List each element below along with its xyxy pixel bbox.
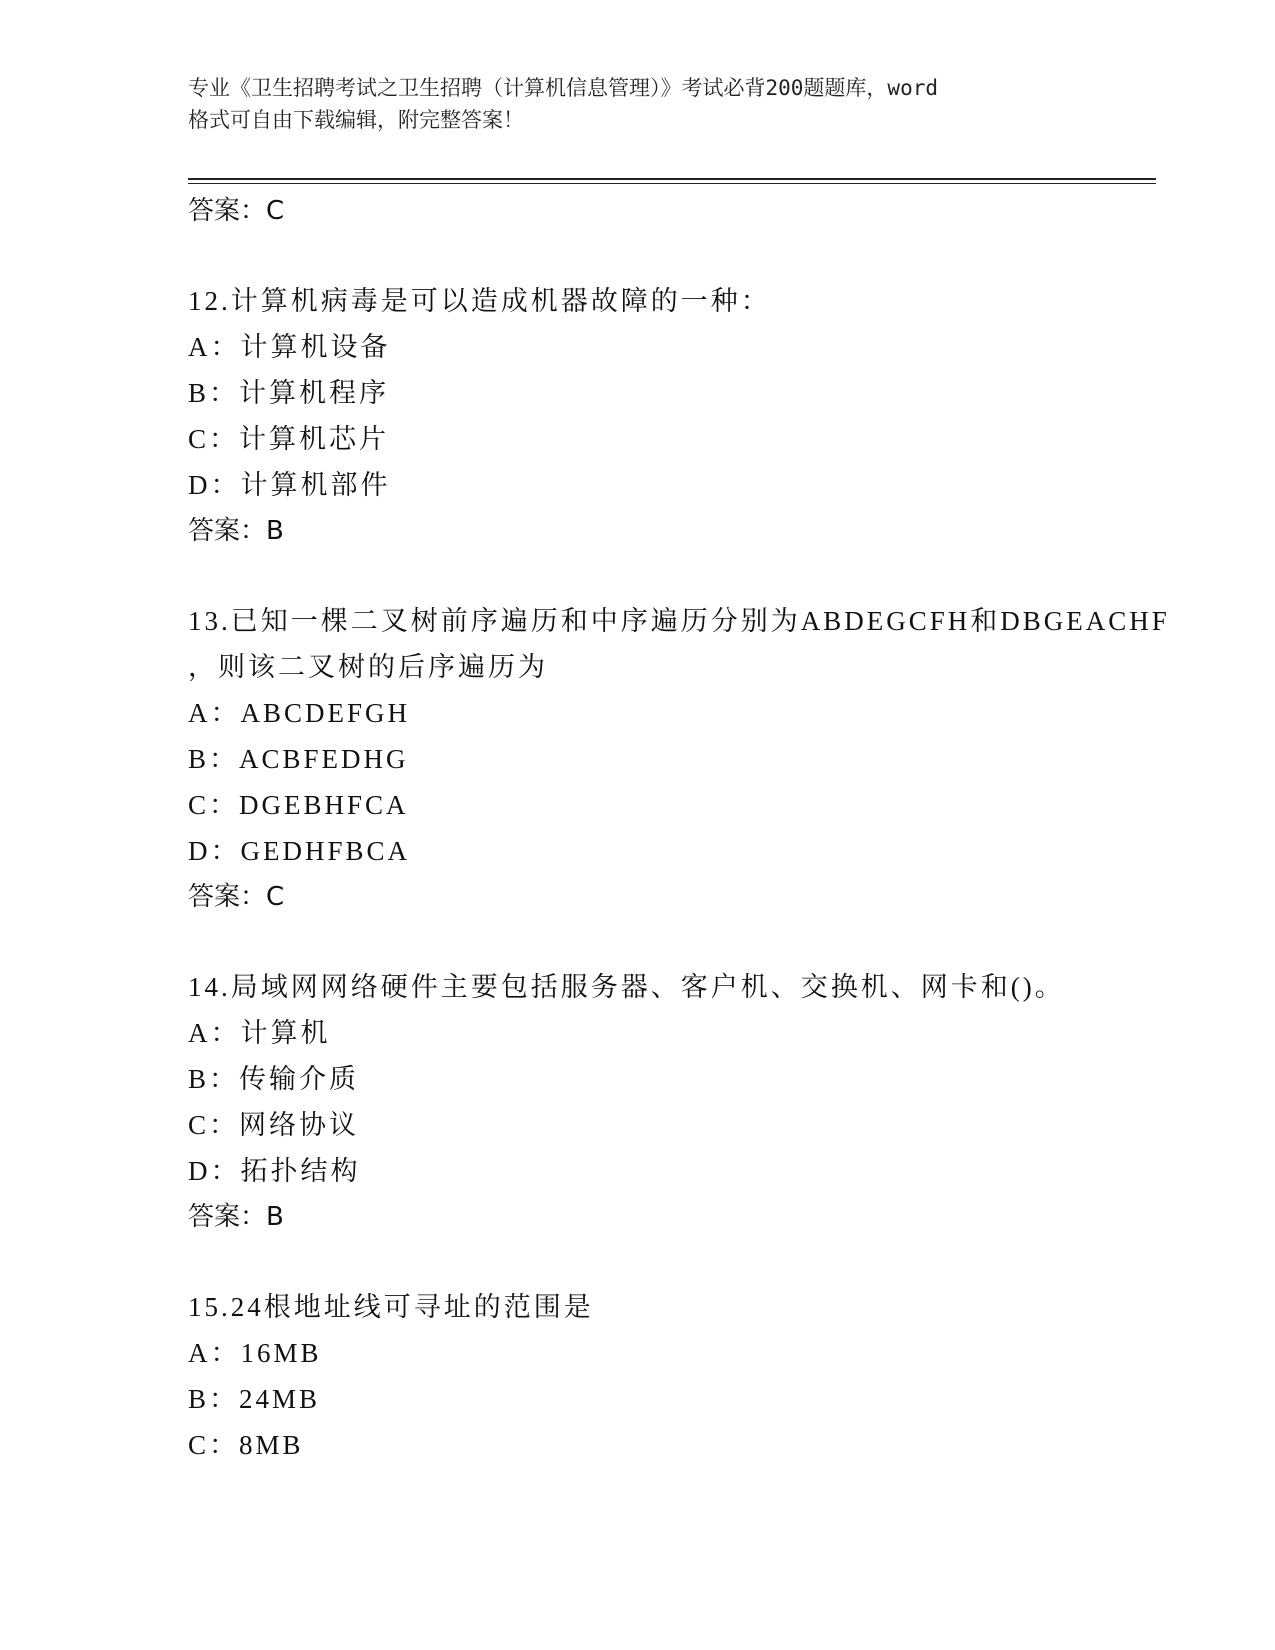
option-c: C：DGEBHFCA xyxy=(188,790,409,820)
option-c: C：计算机芯片 xyxy=(188,424,390,454)
option-d: D：GEDHFBCA xyxy=(188,836,411,866)
option-a: A：ABCDEFGH xyxy=(188,698,411,728)
answer-line: 答案：C xyxy=(188,196,285,226)
option-b: B：24MB xyxy=(188,1384,321,1414)
question-stem: 12.计算机病毒是可以造成机器故障的一种： xyxy=(188,286,771,316)
question-14 xyxy=(188,964,1156,1240)
header-line-1: 专业《卫生招聘考试之卫生招聘（计算机信息管理）》考试必背200题题库，word xyxy=(188,76,938,100)
question-stem: 14.局域网网络硬件主要包括服务器、客户机、交换机、网卡和()。 xyxy=(188,972,1065,1002)
option-d: D：计算机部件 xyxy=(188,470,391,500)
header-divider-thin xyxy=(188,183,1156,184)
question-13 xyxy=(188,598,1170,920)
option-a: A：计算机 xyxy=(188,1018,331,1048)
answer-line: 答案：B xyxy=(188,1202,284,1232)
option-a: A：16MB xyxy=(188,1338,322,1368)
header-divider-thick xyxy=(188,178,1156,180)
option-b: B：传输介质 xyxy=(188,1064,360,1094)
answer-line: 答案：B xyxy=(188,516,284,546)
document-header xyxy=(188,72,1088,136)
option-b: B：ACBFEDHG xyxy=(188,744,409,774)
question-stem-continued: ，则该二叉树的后序遍历为 xyxy=(188,652,548,682)
question-12 xyxy=(188,278,1156,554)
option-b: B：计算机程序 xyxy=(188,378,390,408)
answer-line: 答案：C xyxy=(188,882,285,912)
option-c: C：8MB xyxy=(188,1430,304,1460)
option-c: C：网络协议 xyxy=(188,1110,360,1140)
option-a: A：计算机设备 xyxy=(188,332,391,362)
question-15 xyxy=(188,1284,1156,1468)
question-list xyxy=(188,188,1170,1468)
header-line-2: 格式可自由下载编辑，附完整答案！ xyxy=(188,108,524,132)
question-stem: 15.24根地址线可寻址的范围是 xyxy=(188,1292,594,1322)
question-stem: 13.已知一棵二叉树前序遍历和中序遍历分别为ABDEGCFH和DBGEACHF xyxy=(188,606,1170,636)
option-d: D：拓扑结构 xyxy=(188,1156,361,1186)
